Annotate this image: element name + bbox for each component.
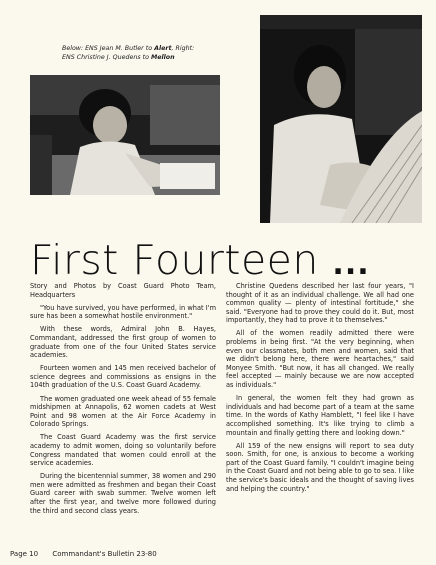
- paragraph: With these words, Admiral John B. Hayes, Commandant, addressed the first group of women to graduate from one of the four United States service academies.: [30, 325, 216, 360]
- paragraph: During the bicentennial summer, 38 women and 290 men were admitted as freshmen and began their Coast Guard career with swab summer. Twelve women left after the first year, and twelve more followed during the third and second class years.: [30, 472, 216, 515]
- article-column-right: [226, 282, 414, 498]
- publication-name: Commandant's Bulletin 23-80: [52, 550, 157, 558]
- paragraph: The Coast Guard Academy was the first service academy to admit women, doing so voluntarily before Congress mandated that women could enroll at the service academies.: [30, 433, 216, 468]
- headline-ellipsis: ...: [332, 247, 370, 282]
- caption-ship-name: Mellon: [150, 54, 175, 61]
- photo-ens-butler: [30, 75, 220, 195]
- page-footer: [10, 550, 169, 558]
- page-number: Page 10: [10, 550, 39, 558]
- photo-caption: [62, 44, 252, 62]
- paragraph: All 159 of the new ensigns will report to sea duty soon. Smith, for one, is anxious to become a working part of the Coast Guard family. "I couldn't imagine being in the Coast Guard and not being able to go to sea. I like the service's basic ideals and the thought of saving lives and helping the country.": [226, 441, 414, 493]
- caption-text: Below: ENS Jean M. Butler to: [62, 45, 155, 52]
- photo-ens-butler-image: [30, 75, 220, 195]
- caption-text: , Right:: [171, 45, 195, 52]
- photo-ens-quedens-image: [260, 15, 422, 223]
- article-column-left: [30, 282, 216, 520]
- paragraph: "You have survived, you have performed, in what I'm sure has been a somewhat hostile environment.": [30, 303, 216, 321]
- caption-ship-name: Alert: [154, 45, 172, 52]
- paragraph: All of the women readily admitted there were problems in being first. "At the very beginning, when even our classmates, both men and women, said that we didn't belong here, there were heartaches," said Monyee Smith. "But now, it has all changed. We really feel accepted — mainly because we are now accepted as individuals.": [226, 329, 414, 390]
- article-headline: [30, 238, 410, 287]
- paragraph: In general, the women felt they had grown as individuals and had become part of a team at the same time. In the words of Kathy Hamblett, "I feel like I have accomplished something. It's like trying to climb a mountain and finally getting there and looking down.": [226, 394, 414, 437]
- photo-ens-quedens: [260, 15, 422, 223]
- caption-line-1: [62, 44, 252, 53]
- paragraph: Fourteen women and 145 men received bachelor of science degrees and commissions as ensigns in the 104th graduation of the U.S. Coast Guard Academy.: [30, 364, 216, 390]
- paragraph: The women graduated one week ahead of 55 female midshipmen at Annapolis, 62 women cadets at West Point and 98 women at the Air Force Academy in Colorado Springs.: [30, 394, 216, 429]
- caption-line-2: [62, 53, 252, 62]
- paragraph: Christine Quedens described her last four years, "I thought of it as an individual challenge. We all had one common quality — plenty of intestinal fortitude," she said. "Everyone had to prove they could do it. But, most importantly, they had to prove it to themselves.": [226, 282, 414, 325]
- headline-title: First Fourteen: [30, 236, 319, 284]
- byline: Story and Photos by Coast Guard Photo Team, Headquarters: [30, 282, 216, 299]
- caption-text: ENS Christine J. Quedens to: [62, 54, 151, 61]
